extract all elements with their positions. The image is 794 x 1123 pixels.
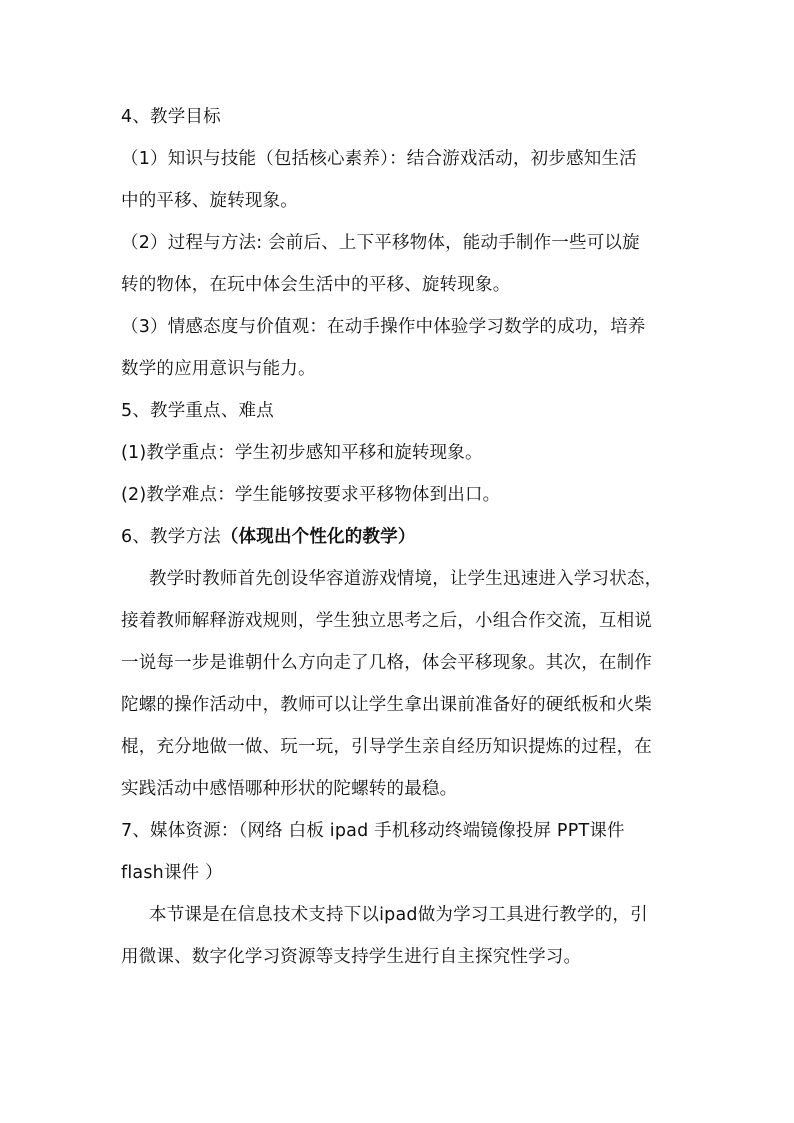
goal-3-line-1: （3）情感态度与价值观：在动手操作中体验学习数学的成功，培养 [121, 317, 646, 337]
goal-2-line-1: （2）过程与方法: 会前后、上下平移物体，能动手制作一些可以旋 [121, 233, 640, 253]
difficult-point: (2)教学难点：学生能够按要求平移物体到出口。 [121, 485, 501, 505]
goal-1-line-1: （1）知识与技能（包括核心素养）：结合游戏活动，初步感知生活 [121, 149, 637, 169]
goal-2-line-2: 转的物体，在玩中体会生活中的平移、旋转现象。 [121, 275, 511, 295]
section-6-heading [121, 516, 681, 558]
goal-3-line-2: 数学的应用意识与能力。 [121, 359, 316, 379]
section-7-heading-line-1: 7、媒体资源：（网络 白板 ipad 手机移动终端镜像投屏 PPT课件 [121, 821, 625, 841]
goal-1-line-2: 中的平移、旋转现象。 [121, 191, 298, 211]
method-paragraph-line: 陀螺的操作活动中，教师可以让学生拿出课前准备好的硬纸板和火柴 [121, 695, 652, 715]
section-7-heading-line-2: flash课件 ） [121, 863, 223, 883]
method-paragraph-line: 棍，充分地做一做、玩一玩，引导学生亲自经历知识提炼的过程，在 [121, 737, 652, 757]
media-paragraph-line: 用微课、数字化学习资源等支持学生进行自主探究性学习。 [121, 947, 582, 967]
section-6-heading-prefix: 6、教学方法 [121, 527, 221, 547]
section-5-heading: 5、教学重点、难点 [121, 401, 274, 421]
method-paragraph-line: 实践活动中感悟哪种形状的陀螺转的最稳。 [121, 779, 458, 799]
method-paragraph-line: 接着教师解释游戏规则，学生独立思考之后，小组合作交流，互相说 [121, 611, 652, 631]
media-paragraph-line: 本节课是在信息技术支持下以ipad做为学习工具进行教学的，引 [149, 905, 648, 925]
key-point: (1)教学重点：学生初步感知平移和旋转现象。 [121, 443, 483, 463]
method-paragraph-line: 教学时教师首先创设华容道游戏情境，让学生迅速进入学习状态， [149, 569, 663, 589]
section-6-heading-bold: （体现出个性化的教学） [220, 527, 416, 547]
method-paragraph-line: 一说每一步是谁朝什么方向走了几格，体会平移现象。其次，在制作 [121, 653, 652, 673]
section-4-heading: 4、教学目标 [121, 107, 221, 127]
